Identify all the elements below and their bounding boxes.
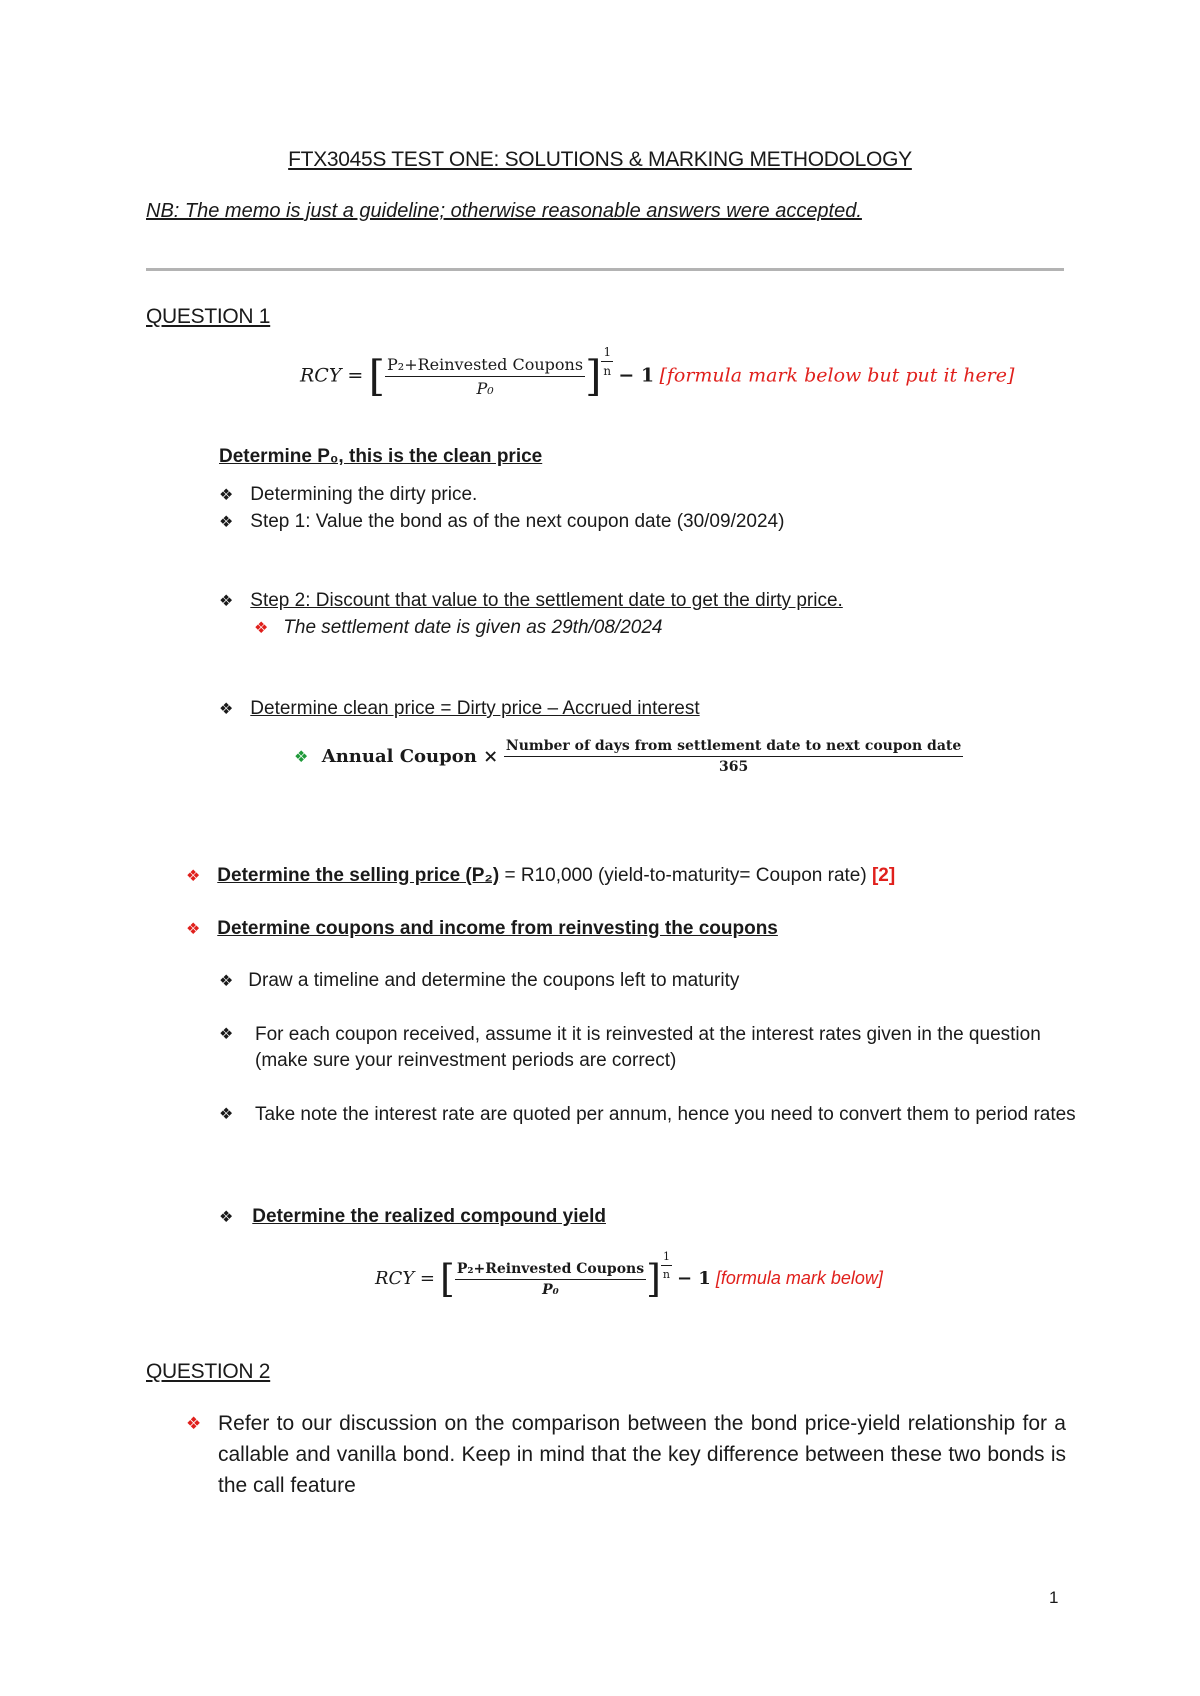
- formula-fraction: [455, 1261, 646, 1298]
- diamond-bullet-icon: ❖: [186, 921, 201, 938]
- step-2-text: Step 2: Discount that value to the settlement date to get the dirty price.: [250, 590, 843, 611]
- list-item: [219, 1022, 1079, 1074]
- list-item: [254, 617, 662, 639]
- formula-numerator: P₂+Reinvested Coupons: [385, 355, 585, 377]
- diamond-bullet-icon: ❖: [186, 1414, 202, 1433]
- diamond-bullet-icon: ❖: [294, 746, 309, 766]
- page-number: 1: [1049, 1588, 1059, 1607]
- exponent-numerator: 1: [601, 345, 613, 362]
- list-item: [219, 590, 843, 612]
- diamond-bullet-icon: ❖: [219, 514, 234, 531]
- question-1-heading: QUESTION 1: [146, 305, 271, 328]
- formula-exponent: [601, 345, 613, 378]
- formula-denominator: P₀: [476, 379, 494, 398]
- list-item-text: Determining the dirty price.: [250, 484, 478, 505]
- formula-mark-note: [formula mark below but put it here]: [659, 364, 1015, 387]
- list-item-text: Step 1: Value the bond as of the next coupon date (30/09/2024): [250, 511, 785, 532]
- list-item-text: For each coupon received, assume it it is reinvested at the interest rates given in the question (make sure your reinvestment periods are correct): [255, 1024, 1041, 1071]
- nb-note: NB: The memo is just a guideline; otherwise reasonable answers were accepted.: [146, 200, 862, 222]
- exponent-denominator: n: [662, 1268, 670, 1281]
- formula-fraction: [385, 355, 585, 398]
- list-item: [186, 918, 778, 940]
- formula-lhs: RCY =: [375, 1267, 436, 1289]
- accrued-denominator: 365: [718, 759, 749, 775]
- accrued-numerator: Number of days from settlement date to next coupon date: [504, 738, 963, 757]
- formula-numerator: P₂+Reinvested Coupons: [455, 1261, 646, 1280]
- diamond-bullet-icon: ❖: [219, 973, 234, 990]
- exponent-numerator: 1: [661, 1250, 672, 1266]
- right-bracket-icon: ]: [585, 351, 602, 401]
- rcy-formula-1: [300, 345, 1015, 401]
- list-item: [186, 865, 895, 887]
- formula-lhs: RCY =: [300, 364, 364, 387]
- diamond-bullet-icon: ❖: [219, 1106, 234, 1123]
- diamond-bullet-icon: ❖: [219, 1209, 234, 1226]
- determine-p0-heading: Determine P₀, this is the clean price: [219, 446, 543, 467]
- diamond-bullet-icon: ❖: [219, 487, 234, 504]
- list-item: [219, 1102, 1079, 1128]
- diamond-bullet-icon: ❖: [219, 701, 234, 718]
- diamond-bullet-icon: ❖: [219, 1026, 234, 1043]
- question-2-text: Refer to our discussion on the comparison between the bond price-yield relationship for a callable and vanilla bond. Keep in mind that the key difference between these two bonds is the call feature: [218, 1412, 1066, 1497]
- formula-mark-note: [formula mark below]: [715, 1267, 883, 1288]
- rcy-formula-2: [375, 1250, 883, 1301]
- list-item: [219, 511, 784, 533]
- formula-minus-one: − 1: [618, 364, 655, 387]
- accrued-interest-formula: [294, 738, 963, 775]
- selling-price-label: Determine the selling price (P₂): [217, 865, 500, 886]
- list-item-text: Draw a timeline and determine the coupons left to maturity: [248, 970, 740, 991]
- annual-coupon-label: Annual Coupon ×: [321, 745, 499, 767]
- diamond-bullet-icon: ❖: [254, 620, 269, 637]
- accrued-fraction: [504, 738, 963, 775]
- list-item-text: Take note the interest rate are quoted per annum, hence you need to convert them to period rates: [255, 1104, 1076, 1125]
- formula-minus-one: − 1: [676, 1267, 711, 1289]
- list-item: [219, 1206, 606, 1228]
- clean-price-text: Determine clean price = Dirty price – Accrued interest: [250, 698, 700, 719]
- diamond-bullet-icon: ❖: [186, 868, 201, 885]
- formula-denominator: P₀: [542, 1281, 559, 1298]
- horizontal-divider: [146, 268, 1064, 271]
- diamond-bullet-icon: ❖: [219, 593, 234, 610]
- mark-badge: [2]: [871, 865, 896, 886]
- list-item: [219, 698, 700, 720]
- settlement-date-text: The settlement date is given as 29th/08/2024: [283, 617, 663, 638]
- left-bracket-icon: [: [440, 1257, 455, 1301]
- formula-exponent: [661, 1250, 672, 1281]
- list-item: [219, 484, 477, 506]
- page-title: FTX3045S TEST ONE: SOLUTIONS & MARKING METHODOLOGY: [288, 148, 912, 171]
- question-2-heading: QUESTION 2: [146, 1360, 271, 1383]
- list-item: [186, 1408, 1066, 1501]
- exponent-denominator: n: [603, 364, 612, 378]
- selling-price-text: = R10,000 (yield-to-maturity= Coupon rate): [499, 865, 872, 886]
- rcy-heading: Determine the realized compound yield: [252, 1206, 606, 1227]
- right-bracket-icon: ]: [646, 1257, 661, 1301]
- left-bracket-icon: [: [368, 351, 386, 401]
- coupons-heading: Determine coupons and income from reinvesting the coupons: [217, 918, 778, 939]
- list-item: [219, 970, 739, 992]
